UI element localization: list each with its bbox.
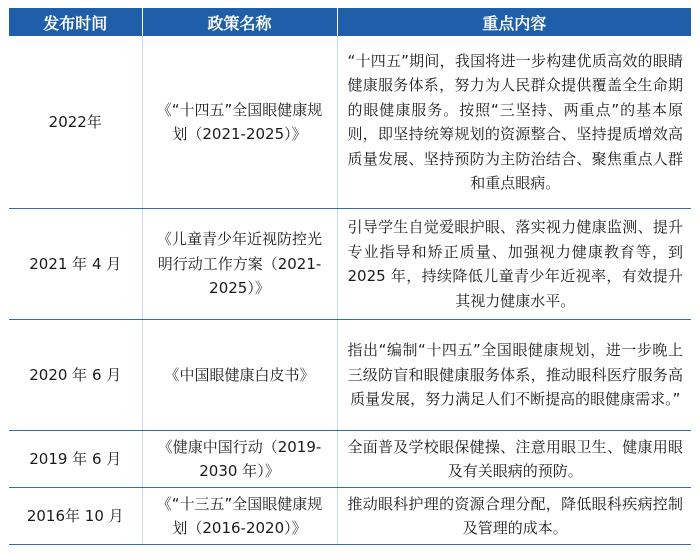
header-row	[9, 8, 691, 36]
table-row	[9, 209, 691, 320]
policy-name-cell: 《“十三五”全国眼健康规划（2016-2020）》	[142, 488, 337, 545]
policy-name-cell: 《儿童青少年近视防控光明行动工作方案（2021-2025）》	[142, 209, 337, 320]
key-content-cell: “十四五”期间，我国将进一步构建优质高效的眼睛健康服务体系，努力为人民群众提供覆盖全生命期的眼健康服务。按照“三坚持、两重点”的基本原则，即坚持统筹规划的资源整合、坚持提质增效高质量发展、坚持预防为主防治结合、聚焦重点人群和重点眼病。	[337, 36, 691, 209]
policy-name-cell: 《“十四五”全国眼健康规划（2021-2025）》	[142, 36, 337, 209]
release-date-cell: 2021 年 4 月	[9, 209, 142, 320]
key-content-cell: 引导学生自觉爱眼护眼、落实视力健康监测、提升专业指导和矫正质量、加强视力健康教育等，到 2025 年，持续降低儿童青少年近视率，有效提升其视力健康水平。	[337, 209, 691, 320]
release-date-cell: 2016年 10 月	[9, 488, 142, 545]
key-content-cell: 指出“编制“十四五”全国眼健康规划，进一步晚上三级防盲和眼健康服务体系，推动眼科医疗服务高质量发展，努力满足人们不断提高的眼健康需求。”	[337, 320, 691, 431]
policy-name-cell: 《健康中国行动（2019-2030 年）》	[142, 431, 337, 488]
header-policy-name: 政策名称	[142, 8, 337, 36]
table-row	[9, 488, 691, 545]
header-release-date: 发布时间	[9, 8, 142, 36]
table-row	[9, 431, 691, 488]
policy-table	[9, 8, 691, 545]
release-date-cell: 2019 年 6 月	[9, 431, 142, 488]
table-body	[9, 36, 691, 545]
key-content-cell: 推动眼科护理的资源合理分配，降低眼科疾病控制及管理的成本。	[337, 488, 691, 545]
table-row	[9, 320, 691, 431]
table-row	[9, 36, 691, 209]
header-key-content: 重点内容	[337, 8, 691, 36]
table-header	[9, 8, 691, 36]
policy-name-cell: 《中国眼健康白皮书》	[142, 320, 337, 431]
release-date-cell: 2022年	[9, 36, 142, 209]
policy-table-container	[9, 8, 691, 545]
release-date-cell: 2020 年 6 月	[9, 320, 142, 431]
key-content-cell: 全面普及学校眼保健操、注意用眼卫生、健康用眼及有关眼病的预防。	[337, 431, 691, 488]
